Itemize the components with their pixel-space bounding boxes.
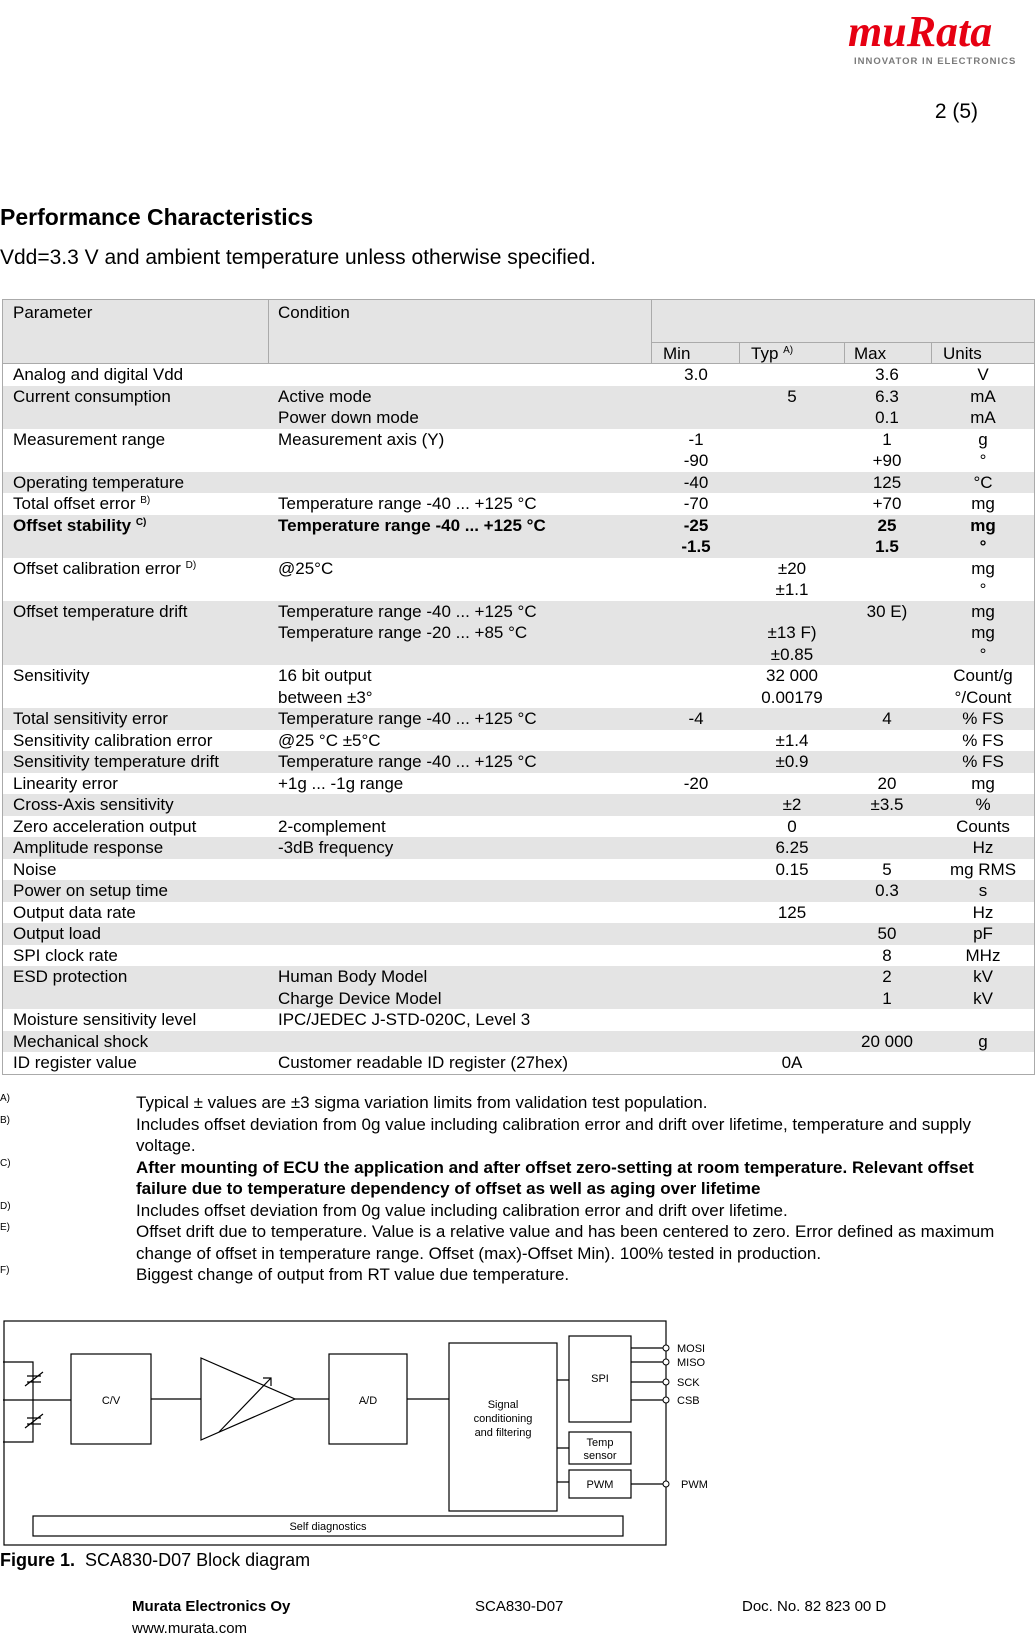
- pin-miso: MISO: [677, 1357, 706, 1369]
- table-row: [3, 902, 1034, 924]
- typ-cell: 0.15: [775, 859, 809, 879]
- footnote-ref: D): [185, 559, 197, 571]
- footnotes: [0, 1092, 1035, 1286]
- pin-pwm: PWM: [681, 1479, 708, 1491]
- param-cell: Sensitivity: [13, 666, 90, 685]
- figure-caption: [0, 1550, 310, 1571]
- label-pwm-block: PWM: [586, 1479, 614, 1491]
- footnote-text: Typical ± values are ±3 sigma variation limits from validation test population.: [136, 1093, 708, 1112]
- min-cell: 3.0: [684, 365, 708, 384]
- unit-cell: mg RMS: [949, 859, 1017, 879]
- param-cell: Sensitivity calibration error: [13, 730, 213, 750]
- typ-cell: ±0.9: [775, 752, 809, 771]
- footnote-mark: A): [0, 1093, 10, 1104]
- footer-doc-number: Doc. No. 82 823 00 D: [742, 1598, 887, 1615]
- pin-mosi: MOSI: [677, 1343, 706, 1355]
- table-row: [3, 816, 1034, 838]
- typ-cell: 0A: [781, 1053, 803, 1072]
- block-diagram-svg: [3, 1320, 715, 1548]
- param-cell: ESD protection: [13, 967, 128, 986]
- max-cell: 3.6: [875, 365, 899, 384]
- footnote: [0, 1114, 1035, 1157]
- max-cell: 5: [882, 859, 892, 879]
- table-row: [3, 794, 1034, 816]
- header-parameter: Parameter: [13, 303, 93, 322]
- max-cell: 8: [882, 945, 892, 965]
- condition-cell: Customer readable ID register (27hex): [278, 1053, 569, 1072]
- param-text: Offset stability: [13, 515, 132, 535]
- max-cell: 50: [877, 924, 897, 943]
- param-cell: Current consumption: [13, 386, 171, 406]
- table-row: [3, 558, 1034, 601]
- condition-cell: 2-complement: [278, 816, 386, 836]
- pin-wires: [631, 1348, 666, 1484]
- min-cell: -1 -90: [683, 429, 709, 470]
- sensor-wiring: [3, 1362, 71, 1442]
- table-row: [3, 665, 1034, 708]
- min-cell: -70: [683, 494, 709, 513]
- max-cell: 4: [882, 709, 892, 728]
- min-cell: -20: [683, 773, 709, 793]
- table-row: [3, 601, 1034, 666]
- label-temp-2: sensor: [583, 1450, 617, 1462]
- footnote-text: Includes offset deviation from 0g value including calibration error and drift over lifetime, temperature and supply voltage.: [136, 1114, 972, 1155]
- condition-cell: Human Body Model Charge Device Model: [278, 967, 442, 1008]
- table-row: [3, 429, 1034, 472]
- typ-cell: ±13 F) ±0.85: [767, 623, 817, 664]
- header-units: Units: [943, 344, 982, 363]
- param-cell: Sensitivity temperature drift: [13, 752, 219, 771]
- unit-cell: % FS: [962, 752, 1004, 771]
- label-selfdiag: Self diagnostics: [289, 1521, 367, 1533]
- footnote-mark: C): [0, 1157, 11, 1169]
- page-number: 2 (5): [934, 100, 978, 123]
- table-row: [3, 515, 1034, 558]
- label-cv: C/V: [101, 1395, 121, 1407]
- param-cell: Cross-Axis sensitivity: [13, 795, 174, 814]
- table-row: [3, 945, 1034, 967]
- table-row: [3, 493, 1034, 515]
- typ-cell: 5: [787, 386, 797, 406]
- unit-cell: g: [978, 1031, 988, 1051]
- footer-product: SCA830-D07: [475, 1598, 564, 1615]
- max-cell: 2 1: [882, 967, 892, 1008]
- performance-table: [2, 299, 1035, 1075]
- param-cell: Mechanical shock: [13, 1031, 149, 1051]
- typ-cell: 0: [787, 816, 797, 836]
- unit-cell: mg: [971, 773, 995, 793]
- max-cell: 20: [877, 773, 897, 793]
- max-cell: 25 1.5: [875, 515, 899, 556]
- pin-sck: SCK: [677, 1377, 700, 1389]
- min-cell: -4: [688, 709, 704, 728]
- param-cell: ID register value: [13, 1053, 137, 1072]
- footnote: [0, 1157, 1035, 1200]
- param-cell: Power on setup time: [13, 881, 168, 900]
- murata-logo: [848, 8, 1033, 68]
- unit-cell: s: [978, 881, 988, 900]
- param-cell: Offset temperature drift: [13, 601, 188, 621]
- param-text: Offset calibration error: [13, 558, 181, 578]
- param-cell: Operating temperature: [13, 472, 185, 492]
- unit-cell: Hz: [972, 838, 994, 857]
- label-signal-1: Signal: [487, 1399, 519, 1411]
- param-cell: Moisture sensitivity level: [13, 1010, 197, 1029]
- pin-csb: CSB: [677, 1395, 700, 1407]
- param-cell: Output data rate: [13, 902, 136, 922]
- section-title: Performance Characteristics: [0, 204, 314, 230]
- param-cell: Zero acceleration output: [13, 816, 197, 836]
- footnote-text: Includes offset deviation from 0g value including calibration error and drift over lifetime.: [136, 1200, 788, 1220]
- param-cell: Measurement range: [13, 429, 166, 449]
- capacitor-icon-2: [25, 1414, 43, 1428]
- unit-cell: V: [977, 365, 989, 384]
- table-body: [2, 364, 1035, 1075]
- param-cell: Analog and digital Vdd: [13, 365, 184, 384]
- label-ad: A/D: [358, 1395, 378, 1407]
- unit-cell: %: [975, 795, 991, 814]
- min-cell: -40: [683, 472, 709, 492]
- unit-cell: mg mg °: [971, 601, 995, 664]
- footnote: [0, 1221, 1035, 1264]
- figure-label: Figure 1.: [0, 1550, 76, 1570]
- label-spi: SPI: [591, 1373, 609, 1385]
- max-cell: 6.3 0.1: [875, 386, 899, 427]
- param-cell: SPI clock rate: [13, 945, 118, 965]
- unit-cell: % FS: [962, 730, 1004, 750]
- max-cell: 20 000: [861, 1031, 913, 1051]
- unit-cell: pF: [973, 924, 993, 943]
- unit-cell: Counts: [956, 816, 1010, 836]
- header-condition: Condition: [278, 303, 350, 322]
- footnote-ref: B): [140, 495, 151, 506]
- footnote-text: After mounting of ECU the application and after offset zero-setting at room temperature. Relevant offset failure due to temperature dependency of offset as well as aging over lifetime: [136, 1157, 974, 1198]
- table-row: [3, 773, 1034, 795]
- footnote-ref: C): [135, 516, 147, 528]
- table-row: [3, 837, 1034, 859]
- param-cell: Output load: [13, 924, 101, 943]
- typ-cell: ±2: [782, 795, 802, 814]
- condition-cell: Temperature range -40 ... +125 °C: [278, 515, 546, 535]
- unit-cell: mg: [971, 494, 995, 513]
- section-subtitle: Vdd=3.3 V and ambient temperature unless otherwise specified.: [0, 246, 596, 269]
- footer-website[interactable]: www.murata.com: [132, 1620, 248, 1637]
- unit-cell: °C: [973, 472, 993, 492]
- condition-cell: Measurement axis (Y): [278, 429, 445, 449]
- min-cell: -25 -1.5: [681, 515, 711, 556]
- footnote: [0, 1092, 1035, 1114]
- condition-cell: IPC/JEDEC J-STD-020C, Level 3: [278, 1010, 531, 1029]
- footnote-text: Offset drift due to temperature. Value is a relative value and has been centered to zero. Error defined as maximum change of offset in temperature range. Offset (max)-Offset Min). 100% tested in production.: [136, 1222, 995, 1263]
- footnote-text: Biggest change of output from RT value due temperature.: [136, 1265, 570, 1284]
- footnote: [0, 1200, 1035, 1222]
- logo-tagline: INNOVATOR IN ELECTRONICS: [854, 56, 1017, 67]
- table-row: [3, 1009, 1034, 1031]
- unit-cell: kV kV: [973, 967, 993, 1008]
- table-row: [3, 708, 1034, 730]
- condition-cell: Temperature range -40 ... +125 °C: [278, 752, 537, 771]
- table-row: [3, 472, 1034, 494]
- table-header: [2, 299, 1035, 364]
- table-row: [3, 859, 1034, 881]
- param-cell: [13, 493, 150, 515]
- label-signal-3: and filtering: [474, 1427, 532, 1439]
- condition-cell: Temperature range -40 ... +125 °C: [278, 494, 537, 513]
- footer-company: Murata Electronics Oy: [132, 1598, 291, 1615]
- footnote-mark: B): [0, 1114, 10, 1126]
- unit-cell: mg °: [971, 558, 995, 599]
- header-typ: Typ $^{A)}$: [751, 344, 794, 363]
- condition-cell: -3dB frequency: [278, 838, 394, 857]
- condition-cell: +1g ... -1g range: [278, 773, 404, 793]
- logo-wordmark: muRata: [848, 8, 993, 56]
- condition-cell: @25 °C ±5°C: [278, 730, 381, 750]
- condition-cell: Temperature range -40 ... +125 °C Temperature range -20 ... +85 °C: [278, 601, 537, 642]
- max-cell: 30 E): [866, 601, 908, 621]
- table-row: [3, 880, 1034, 902]
- header-min: Min: [663, 344, 691, 363]
- table-row: [3, 751, 1034, 773]
- footnote-mark: D): [0, 1200, 11, 1212]
- amp-gain-arrow: [219, 1378, 271, 1432]
- table-row: [3, 730, 1034, 752]
- label-signal-2: conditioning: [473, 1413, 533, 1425]
- max-cell: +70: [872, 494, 902, 513]
- unit-cell: Hz: [972, 902, 994, 922]
- param-cell: [13, 558, 196, 580]
- table-row: [3, 966, 1034, 1009]
- table-row: [3, 1052, 1034, 1074]
- max-cell: 125: [872, 472, 902, 492]
- param-cell: [13, 515, 146, 537]
- typ-cell: ±1.4: [775, 730, 809, 750]
- table-row: [3, 923, 1034, 945]
- condition-cell: @25°C: [278, 558, 334, 578]
- footnote-mark: F): [0, 1265, 10, 1276]
- block-diagram: [3, 1320, 715, 1548]
- unit-cell: g °: [978, 429, 988, 470]
- max-cell: 1 +90: [872, 429, 902, 470]
- condition-cell: Active mode Power down mode: [278, 386, 419, 427]
- param-cell: Total sensitivity error: [13, 709, 168, 728]
- typ-cell: 6.25: [775, 838, 809, 857]
- table-row: [3, 386, 1034, 429]
- condition-cell: Temperature range -40 ... +125 °C: [278, 709, 537, 728]
- footnote-mark: E): [0, 1222, 10, 1233]
- table-row: [3, 364, 1034, 386]
- unit-cell: MHz: [965, 945, 1001, 965]
- unit-cell: mA mA: [970, 386, 996, 427]
- header-max: Max: [854, 344, 887, 363]
- param-cell: Linearity error: [13, 773, 118, 793]
- unit-cell: % FS: [962, 709, 1004, 728]
- wire-signal-out: [557, 1380, 569, 1482]
- param-cell: Amplitude response: [13, 838, 164, 857]
- label-temp-1: Temp: [586, 1437, 614, 1449]
- typ-cell: 32 000 0.00179: [761, 666, 823, 707]
- typ-cell: ±20 ±1.1: [775, 558, 809, 599]
- param-cell: Noise: [13, 859, 57, 879]
- footnote: [0, 1264, 1035, 1286]
- typ-cell: 125: [777, 902, 807, 922]
- amplifier-icon: [201, 1358, 295, 1440]
- param-text: Total offset error: [13, 494, 136, 513]
- capacitor-icon-1: [25, 1372, 43, 1386]
- unit-cell: mg °: [970, 515, 996, 556]
- max-cell: ±3.5: [870, 795, 904, 814]
- figure-text: SCA830-D07 Block diagram: [85, 1550, 311, 1570]
- condition-cell: 16 bit output between ±3°: [278, 666, 373, 707]
- table-row: [3, 1031, 1034, 1053]
- max-cell: 0.3: [875, 881, 899, 900]
- unit-cell: Count/g °/Count: [953, 666, 1013, 707]
